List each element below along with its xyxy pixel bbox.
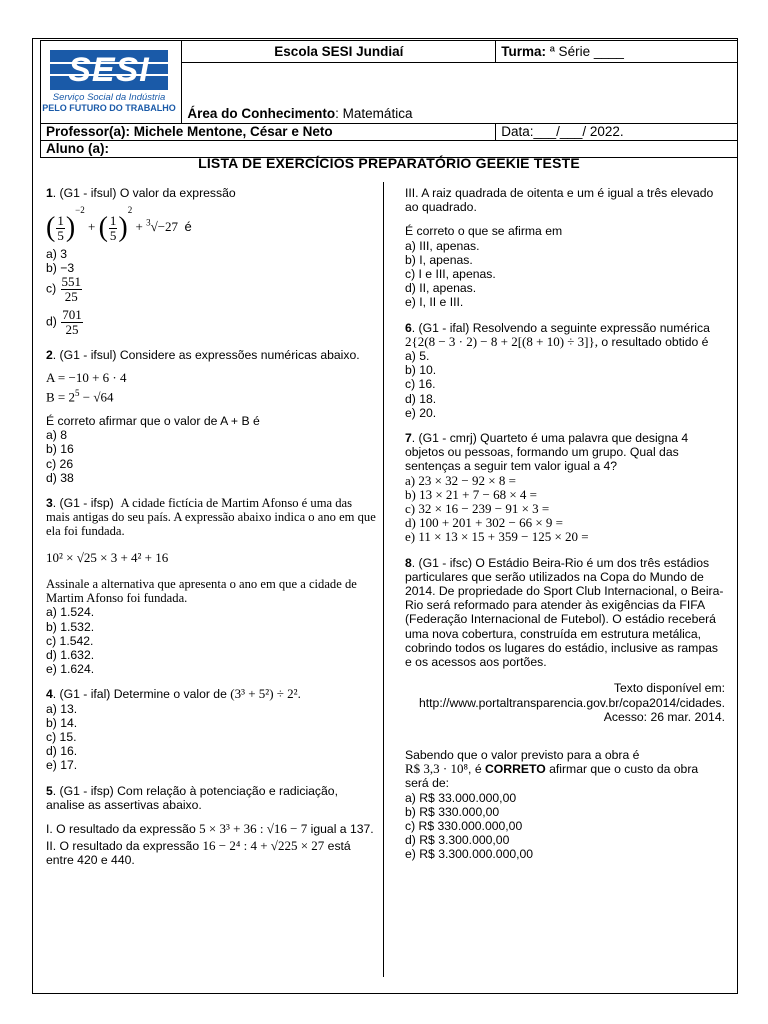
question-4: 4. (G1 - ifal) Determine o valor de (3³ + 5²) ÷ 2². a) 13. b) 14. c) 15. d) 16. e) 17. — [46, 687, 376, 772]
q3-option-e: e) 1.624. — [46, 662, 95, 677]
column-divider — [383, 182, 384, 977]
q6-option-c: c) 16. — [405, 377, 436, 392]
q7-option-e: e) 11 × 13 × 15 + 359 − 125 × 20 = — [405, 529, 589, 545]
q8-prompt: Sabendo que o valor previsto para a obra é R$ 3,3 · 10⁸, é CORRETO afirmar que o custo da obra será de: — [405, 747, 699, 791]
q2-option-b: b) 16 — [46, 442, 74, 457]
q5-assertion-2: II. O resultado da expressão 16 − 2⁴ : 4 + √225 × 27 está entre 420 e 440. — [46, 838, 351, 868]
q5-option-c: c) I e III, apenas. — [405, 267, 496, 282]
question-6: 6. (G1 - ifal) Resolvendo a seguinte expressão numérica 2{2(8 − 3 · 2) − 8 + 2[(8 + 10) ÷ 3]}, o resultado obtido é a) 5. b) 10. c) 16. d) 18. e) 20. — [405, 321, 725, 420]
turma-label: Turma: — [501, 44, 547, 60]
q8-value: R$ 3,3 · 10⁸ — [405, 761, 469, 777]
logo-cell — [41, 41, 182, 124]
q7-option-d: d) 100 + 201 + 302 − 66 × 9 = — [405, 515, 563, 531]
q8-reference-url: http://www.portaltransparencia.gov.br/copa2014/cidades. — [419, 695, 725, 710]
q7-option-b: b) 13 × 21 + 7 − 68 × 4 = — [405, 486, 537, 502]
q6-expression: 2{2(8 − 3 · 2) − 8 + 2[(8 + 10) ÷ 3]}, — [405, 333, 598, 349]
q8-option-a: a) R$ 33.000.000,00 — [405, 790, 517, 805]
q8-reference-access: Acesso: 26 mar. 2014. — [603, 709, 725, 724]
left-column — [46, 186, 376, 879]
q5-prompt: É correto o que se afirma em — [405, 224, 563, 239]
q3-option-d: d) 1.632. — [46, 647, 95, 662]
sesi-logo — [41, 50, 177, 113]
turma-value: ª Série ____ — [549, 44, 624, 60]
q7-option-c: c) 32 × 16 − 239 − 91 × 3 = — [405, 501, 550, 517]
q4-option-e: e) 17. — [46, 758, 78, 773]
q1-option-d: d) $\frac{701}{25}$ — [46, 307, 82, 338]
question-5: 5. (G1 - ifsp) Com relação à potenciação e radiciação, analise as assertivas abaixo. I. O resultado da expressão 5 × 3³ + 36 : √16 − 7 igual a 137. II. O resultado da expressão 16 − 2⁴ : 4 + √225 × 27 está entre 420 e 440. — [46, 784, 376, 868]
area-label: Área do Conhecimento — [187, 105, 336, 121]
q4-option-d: d) 16. — [46, 744, 78, 759]
q6-option-d: d) 18. — [405, 391, 437, 406]
logo-subtitle: Serviço Social da Indústria — [52, 92, 166, 104]
student-field: Aluno (a): — [41, 140, 738, 157]
q6-option-e: e) 20. — [405, 405, 437, 420]
q1-expression: ( $\frac{1}{5}$ )$^{-2}$ + ( $\frac{1}{5}$ )$^2$ + $^3$√−27 é — [46, 205, 192, 244]
q8-option-d: d) R$ 3.300.000,00 — [405, 833, 510, 848]
question-3: 3. (G1 - ifsp) A cidade fictícia de Martim Afonso é uma das mais antigas do seu país. A expressão abaixo indica o ano em que ela foi fundada. 10² × √25 × 3 + 4² + 16 Assinale a alternativa que apresenta o ano em que a cidade de Martim Afonso foi fundada. a) 1.524. b) 1.532. c) 1.542. d) 1.632. e) 1.624. — [46, 496, 376, 677]
q2-option-c: c) 26 — [46, 456, 74, 471]
question-8: 8. (G1 - ifsc) O Estádio Beira-Rio é um dos três estádios particulares que serão utilizados na Copa do Mundo de 2014. De propriedade do Sport Club Internacional, o Beira-Rio será reformado para atender às exigências da FIFA (Federação Internacional de Futebol). O estádio receberá uma nova cobertura, construída em estrutura metálica, cobrindo todos os lugares do estádio, inclusive as rampas e os acessos aos portões. Texto disponível em: http://www.portaltransparencia.gov.br/copa2014/cidades. Acesso: 26 mar. 2014. Sabendo que o valor previsto para a obra é R$ 3,3 · 10⁸, é CORRETO afirmar que o custo da obra será de: a) R$ 33.000.000,00 b) R$ 330.000,00 c) R$ 330.000.000,00 d) R$ 3.300.000,00 e) R$ 3.300.000.000,00 — [405, 555, 725, 862]
q8-option-c: c) R$ 330.000.000,00 — [405, 818, 523, 833]
q1-option-a: a) 3 — [46, 246, 68, 261]
q2-expression-b: $B = 2^5 - √64$ — [46, 387, 114, 404]
q3-prompt: Assinale a alternativa que apresenta o ano em que a cidade de Martim Afonso foi fundada. — [46, 576, 357, 606]
q4-option-b: b) 14. — [46, 715, 78, 730]
q8-reference-1: Texto disponível em: — [613, 681, 725, 696]
professor-field: Professor(a): Michele Mentone, César e Neto — [41, 123, 496, 140]
question-1: 1. (G1 - ifsul) O valor da expressão ( $\frac{1}{5}$ )$^{-2}$ + ( $\frac{1}{5}$ )$^2$ + $^3$√−27 é a) 3 b) −3 c) $\frac{551}{25}$ d) $\frac{701}{25}$ — [46, 186, 376, 337]
q5-assertion-3: III. A raiz quadrada de oitenta e um é igual a três elevado ao quadrado. — [405, 186, 714, 215]
area-value: : Matemática — [335, 105, 413, 121]
q5-option-d: d) II, apenas. — [405, 281, 477, 296]
q2-option-d: d) 38 — [46, 470, 74, 485]
q2-prompt: É correto afirmar que o valor de A + B é — [46, 414, 260, 429]
sesi-logo-mark: SESI — [50, 50, 168, 90]
q3-expression: 10² × √25 × 3 + 4² + 16 — [46, 549, 169, 565]
q4-expression: (3³ + 5²) ÷ 2². — [230, 686, 301, 702]
q6-option-b: b) 10. — [405, 363, 437, 378]
logo-slogan: PELO FUTURO DO TRABALHO — [42, 103, 176, 114]
question-5-continued — [405, 186, 725, 310]
q5-assertion-1: I. O resultado da expressão 5 × 3³ + 36 : √16 − 7 igual a 137. — [46, 820, 374, 836]
q3-text: A cidade fictícia de Martim Afonso é uma das mais antigas do seu país. A expressão abaixo indica o ano em que ela foi fundada. — [46, 496, 376, 539]
q8-option-b: b) R$ 330.000,00 — [405, 804, 500, 819]
q2-expression-a: A = −10 + 6 · 4 — [46, 370, 127, 386]
q8-option-e: e) R$ 3.300.000.000,00 — [405, 847, 534, 862]
q3-option-a: a) 1.524. — [46, 605, 95, 620]
list-title: LISTA DE EXERCÍCIOS PREPARATÓRIO GEEKIE TESTE — [198, 155, 580, 171]
q5-option-a: a) III, apenas. — [405, 238, 480, 253]
q2-option-a: a) 8 — [46, 428, 68, 443]
question-7: 7. (G1 - cmrj) Quarteto é uma palavra que designa 4 objetos ou pessoas, formando um grupo. Qual das sentenças a seguir tem valor igual a 4? a) 23 × 32 − 92 × 8 = b) 13 × 21 + 7 − 68 × 4 = c) 32 × 16 − 239 − 91 × 3 = d) 100 + 201 + 302 − 66 × 9 = e) 11 × 13 × 15 + 359 − 125 × 20 = — [405, 431, 725, 545]
right-column — [405, 186, 725, 873]
q3-option-c: c) 1.542. — [46, 633, 94, 648]
q1-option-c: c) $\frac{551}{25}$ — [46, 274, 82, 305]
q6-option-a: a) 5. — [405, 349, 430, 364]
question-2: 2. (G1 - ifsul) Considere as expressões numéricas abaixo. A = −10 + 6 · 4 $B = 2^5 - √64$ É correto afirmar que o valor de A + B é a) 8 b) 16 c) 26 d) 38 — [46, 348, 376, 485]
q4-option-a: a) 13. — [46, 701, 78, 716]
turma-field — [496, 41, 738, 63]
q7-option-a: a) 23 × 32 − 92 × 8 = — [405, 472, 516, 488]
q3-option-b: b) 1.532. — [46, 619, 95, 634]
q5-option-e: e) I, II e III. — [405, 295, 464, 310]
q1-option-b: b) −3 — [46, 260, 75, 275]
q4-option-c: c) 15. — [46, 729, 77, 744]
area-field — [182, 63, 738, 124]
date-field: Data:___/___/ 2022. — [496, 123, 738, 140]
q5-option-b: b) I, apenas. — [405, 252, 473, 267]
school-name: Escola SESI Jundiaí — [182, 41, 496, 63]
header-table — [40, 40, 738, 158]
